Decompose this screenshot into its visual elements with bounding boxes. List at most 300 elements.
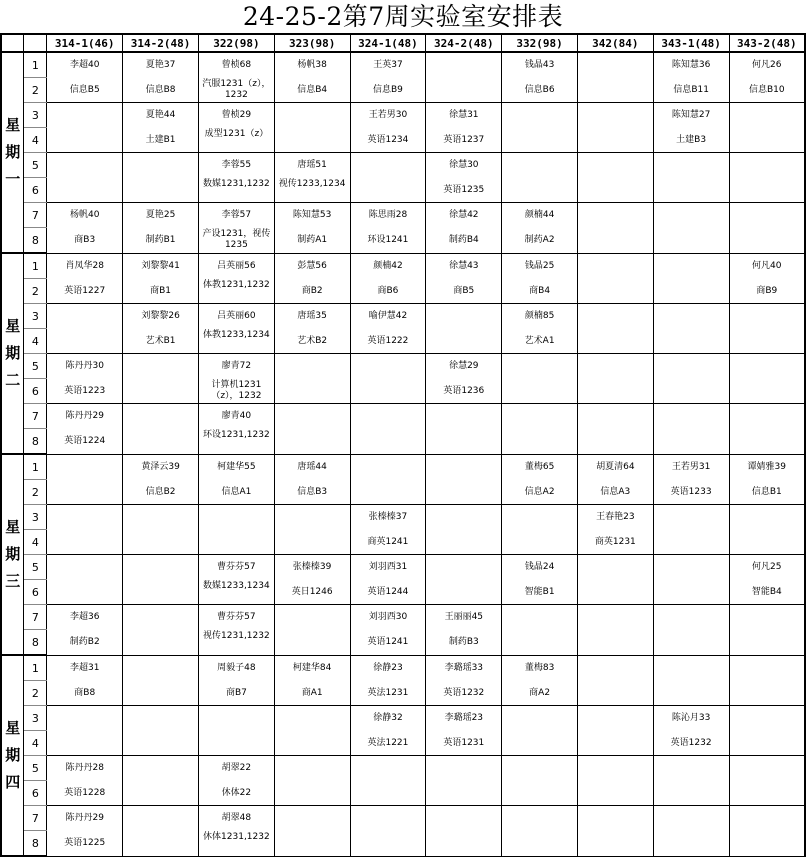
cell-text [47,505,122,529]
schedule-cell [123,454,199,480]
schedule-cell [123,354,199,379]
schedule-cell [123,78,199,103]
schedule-cell [47,655,123,681]
table-row [1,279,805,304]
cell-text: 徐慧31 [449,110,479,121]
cell-text: 吕英丽60 [217,311,256,322]
schedule-cell [274,530,350,555]
column-header: 343-2(48) [729,34,805,52]
cell-text: 信息B11 [673,84,709,95]
schedule-cell [274,128,350,153]
cell-text: 喻伊慧42 [368,311,408,322]
cell-text: 董梅83 [524,663,555,673]
schedule-cell [502,103,578,128]
schedule-cell [577,128,653,153]
schedule-cell [426,304,502,329]
schedule-cell [199,580,275,605]
schedule-cell [350,731,426,756]
schedule-cell [729,279,805,304]
table-row [1,505,805,530]
schedule-cell [577,329,653,354]
cell-text: 夏艳25 [145,210,176,221]
schedule-cell [274,304,350,329]
cell-text [730,756,804,780]
cell-text: 体教1231,1232 [203,279,270,290]
cell-text: 王若男30 [368,110,408,121]
schedule-cell [426,655,502,681]
cell-text [654,681,729,705]
cell-text [578,304,653,328]
schedule-cell [199,52,275,78]
table-row [1,781,805,806]
schedule-cell [426,630,502,656]
cell-text [502,731,577,755]
schedule-cell [426,228,502,254]
cell-text: 商B9 [756,285,778,296]
schedule-cell [123,831,199,857]
cell-text [123,505,198,529]
schedule-cell [653,806,729,831]
cell-text [275,806,350,830]
column-header: 324-1(48) [350,34,426,52]
cell-text: 钱晶25 [524,261,555,271]
schedule-cell [729,630,805,656]
cell-text [578,78,653,102]
schedule-cell [47,756,123,781]
period-number: 8 [24,429,47,455]
schedule-cell [123,253,199,279]
cell-text [578,254,653,278]
schedule-cell [729,329,805,354]
cell-text: 汽服1231（z），1232 [202,78,271,100]
schedule-cell [502,128,578,153]
cell-text: 徐慧43 [449,261,479,271]
cell-text: 陈丹丹28 [65,763,104,774]
cell-text [275,429,350,453]
schedule-cell [502,655,578,681]
schedule-cell [577,580,653,605]
schedule-cell [199,555,275,580]
schedule-cell [729,153,805,178]
schedule-cell [350,429,426,455]
cell-text: 信息B1 [751,486,782,497]
column-header: 324-2(48) [426,34,502,52]
schedule-cell [426,203,502,228]
cell-text [426,53,501,77]
table-row [1,530,805,555]
cell-text: 英语1231 [443,737,485,748]
header-blank [1,34,24,52]
schedule-cell [350,630,426,656]
cell-text: 英日1246 [291,586,333,597]
cell-text [426,429,501,453]
cell-text: 信息A2 [524,486,555,497]
schedule-cell [653,831,729,857]
cell-text: 艺术A1 [524,335,555,346]
cell-text: 智能B1 [524,586,555,597]
cell-text [578,605,653,629]
cell-text: 商B6 [377,285,399,296]
schedule-cell [426,731,502,756]
table-row [1,404,805,429]
period-number: 4 [24,128,47,153]
cell-text: 英语1227 [64,285,106,296]
column-header: 314-2(48) [123,34,199,52]
schedule-cell [729,103,805,128]
cell-text [275,831,350,855]
cell-text: 王丽丽45 [444,612,484,623]
cell-text [730,128,804,152]
table-row [1,454,805,480]
schedule-cell [426,530,502,555]
cell-text: 信息B8 [145,84,176,95]
schedule-cell [274,253,350,279]
schedule-cell [653,203,729,228]
schedule-cell [350,530,426,555]
schedule-cell [729,530,805,555]
schedule-cell [426,103,502,128]
schedule-cell [426,329,502,354]
schedule-cell [577,731,653,756]
cell-text [730,228,804,252]
cell-text: 艺术B1 [145,335,176,346]
schedule-cell [123,505,199,530]
schedule-cell [47,731,123,756]
schedule-cell [729,480,805,505]
cell-text: 信息B9 [372,84,403,95]
schedule-cell [350,354,426,379]
schedule-cell [47,103,123,128]
schedule-cell [653,279,729,304]
table-row [1,103,805,128]
schedule-cell [199,404,275,429]
cell-text: 李璐瑶23 [444,713,484,724]
cell-text [654,530,729,554]
period-number: 2 [24,78,47,103]
table-row [1,480,805,505]
cell-text: 王英37 [373,60,403,71]
period-number: 1 [24,655,47,681]
cell-text: 李蓉55 [221,160,252,171]
cell-text: 廖青40 [221,411,252,422]
cell-text: 陈知慧53 [292,210,332,221]
table-row [1,555,805,580]
schedule-cell [502,279,578,304]
schedule-cell [426,605,502,630]
cell-text: 制药B2 [69,637,100,647]
cell-text [578,153,653,177]
cell-text [123,404,198,428]
cell-text [654,178,729,202]
column-header: 322(98) [199,34,275,52]
cell-text [730,429,804,453]
schedule-cell [350,505,426,530]
schedule-cell [653,379,729,404]
cell-text [730,706,804,730]
schedule-cell [123,681,199,706]
schedule-cell [274,429,350,455]
schedule-cell [653,153,729,178]
column-header: 342(84) [577,34,653,52]
cell-text [730,354,804,378]
cell-text [578,103,653,127]
schedule-cell [350,580,426,605]
schedule-cell [426,454,502,480]
schedule-cell [577,279,653,304]
cell-text [123,756,198,780]
cell-text [578,706,653,730]
schedule-cell [426,831,502,857]
table-row [1,354,805,379]
cell-text: 商B8 [74,687,96,698]
schedule-cell [729,52,805,78]
cell-text [730,505,804,529]
cell-text: 英语1225 [64,838,106,848]
cell-text: 杨帆40 [70,210,100,221]
table-row [1,681,805,706]
cell-text [578,429,653,453]
cell-text: 胡翠22 [221,763,252,774]
schedule-cell [47,454,123,480]
schedule-cell [502,178,578,203]
schedule-cell [426,52,502,78]
schedule-cell [350,78,426,103]
cell-text: 信息B3 [297,486,328,497]
schedule-cell [577,78,653,103]
cell-text [123,354,198,378]
cell-text [654,580,729,604]
schedule-cell [199,329,275,354]
period-number: 8 [24,228,47,254]
cell-text: 张榛榛37 [368,512,408,523]
schedule-cell [426,806,502,831]
schedule-cell [350,681,426,706]
schedule-cell [577,530,653,555]
schedule-cell [653,253,729,279]
cell-text: 杨帆38 [297,60,327,71]
schedule-cell [577,781,653,806]
cell-text [351,404,426,428]
cell-text: 李超40 [70,60,100,71]
cell-text [123,555,198,579]
cell-text [730,203,804,227]
schedule-cell [502,203,578,228]
schedule-cell [426,555,502,580]
cell-text [654,153,729,177]
cell-text [275,605,350,629]
cell-text [730,681,804,705]
period-number: 2 [24,279,47,304]
schedule-cell [426,354,502,379]
cell-text: 休体1231,1232 [203,832,270,842]
schedule-cell [729,505,805,530]
schedule-cell [274,681,350,706]
schedule-cell [502,681,578,706]
cell-text: 英语1232 [670,737,712,748]
cell-text: 商B1 [150,285,172,296]
schedule-cell [123,153,199,178]
cell-text: 徐慧30 [449,160,479,171]
cell-text [502,756,577,780]
schedule-cell [577,253,653,279]
schedule-cell [47,806,123,831]
schedule-cell [653,681,729,706]
period-number: 6 [24,781,47,806]
table-row [1,429,805,455]
schedule-cell [199,706,275,731]
cell-text [654,379,729,403]
schedule-cell [274,354,350,379]
schedule-cell [47,78,123,103]
cell-text [426,455,501,479]
schedule-cell [350,128,426,153]
cell-text: 休体22 [221,787,252,798]
schedule-cell [426,505,502,530]
schedule-cell [47,781,123,806]
cell-text: 颜楠44 [524,210,555,221]
schedule-cell [199,78,275,103]
schedule-cell [426,279,502,304]
schedule-cell [123,429,199,455]
schedule-cell [729,655,805,681]
schedule-cell [502,253,578,279]
cell-text: 艺术B2 [297,335,328,346]
cell-text: 胡翠48 [221,813,252,824]
period-number: 5 [24,153,47,178]
cell-text [502,806,577,830]
cell-text [502,354,577,378]
cell-text [578,656,653,680]
schedule-cell [350,454,426,480]
cell-text [730,605,804,629]
schedule-body [1,52,805,856]
schedule-cell [123,555,199,580]
cell-text [578,379,653,403]
schedule-cell [274,329,350,354]
cell-text: 刘羽西31 [368,562,408,573]
schedule-cell [502,831,578,857]
header-row [1,34,805,52]
schedule-cell [729,555,805,580]
schedule-cell [123,731,199,756]
cell-text [275,103,350,127]
schedule-cell [729,253,805,279]
schedule-cell [653,178,729,203]
cell-text: 曹芬芬57 [217,612,256,623]
cell-text: 信息B5 [69,84,100,95]
schedule-cell [729,203,805,228]
schedule-cell [426,128,502,153]
schedule-cell [426,681,502,706]
cell-text: 商英1231 [594,536,636,547]
table-row [1,655,805,681]
period-number: 8 [24,630,47,656]
schedule-cell [199,505,275,530]
schedule-cell [502,329,578,354]
schedule-cell [123,203,199,228]
schedule-cell [199,253,275,279]
cell-text [426,404,501,428]
schedule-cell [350,781,426,806]
cell-text [578,781,653,805]
cell-text: 商英1241 [367,536,409,547]
cell-text [275,781,350,805]
cell-text [578,203,653,227]
cell-text [47,480,122,504]
schedule-cell [502,806,578,831]
schedule-cell [199,806,275,831]
schedule-cell [47,429,123,455]
day-label: 星期一 [1,52,24,253]
schedule-table [0,33,806,857]
column-header: 343-1(48) [653,34,729,52]
schedule-cell [426,706,502,731]
cell-text: 陈知慧36 [671,60,711,71]
cell-text: 商A1 [301,687,323,698]
cell-text: 成型1231（z） [204,128,269,139]
period-number: 2 [24,681,47,706]
table-row [1,203,805,228]
cell-text: 商A2 [529,687,551,698]
cell-text: 体教1233,1234 [203,329,270,340]
cell-text [578,806,653,830]
schedule-cell [653,505,729,530]
schedule-cell [47,52,123,78]
cell-text [351,831,426,855]
schedule-cell [577,480,653,505]
schedule-cell [577,630,653,656]
cell-text [47,731,122,755]
cell-text [47,455,122,479]
schedule-cell [199,781,275,806]
column-header: 332(98) [502,34,578,52]
schedule-cell [274,706,350,731]
period-number: 6 [24,379,47,404]
schedule-cell [426,78,502,103]
schedule-cell [47,831,123,857]
cell-text: 英语1241 [367,637,409,647]
schedule-cell [653,731,729,756]
cell-text [502,103,577,127]
schedule-cell [274,279,350,304]
cell-text [502,153,577,177]
cell-text: 英语1234 [367,134,409,145]
period-number: 2 [24,480,47,505]
period-number: 6 [24,178,47,203]
schedule-cell [729,228,805,254]
cell-text: 视传1231,1232 [203,631,270,641]
cell-text: 数媒1231,1232 [203,178,270,189]
cell-text [275,404,350,428]
schedule-cell [577,756,653,781]
cell-text: 徐静23 [373,663,403,673]
period-number: 6 [24,580,47,605]
schedule-cell [350,253,426,279]
schedule-cell [274,52,350,78]
schedule-cell [653,429,729,455]
schedule-cell [123,178,199,203]
schedule-cell [47,253,123,279]
cell-text [654,831,729,855]
cell-text [351,455,426,479]
cell-text [502,128,577,152]
schedule-cell [123,706,199,731]
cell-text [502,605,577,629]
schedule-cell [123,52,199,78]
cell-text: 钱晶43 [524,60,555,71]
schedule-cell [426,756,502,781]
schedule-cell [47,203,123,228]
